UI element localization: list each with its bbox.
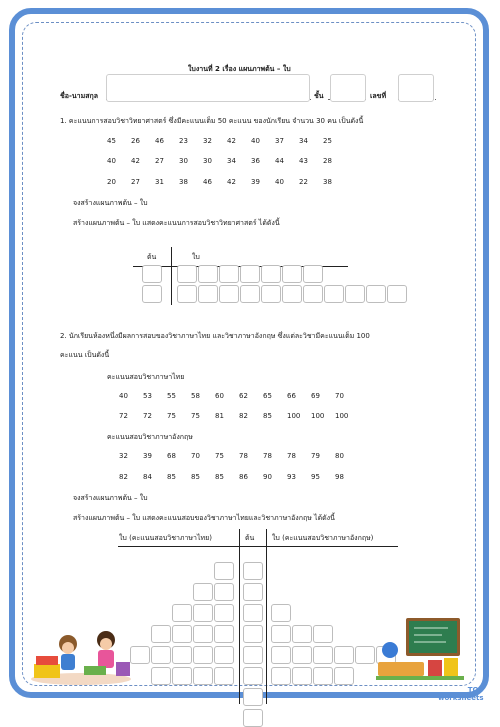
q2-english-leaf-cell[interactable] — [313, 625, 333, 643]
q2-english-leaf-cell[interactable] — [292, 646, 312, 664]
q2-english-leaf-cell[interactable] — [292, 667, 312, 685]
q1-stem-header: ต้น — [147, 253, 157, 261]
number-label: เลขที่ — [370, 92, 387, 100]
q2-thai-leaf-cell[interactable] — [172, 625, 192, 643]
q2-thai-leaf-cell[interactable] — [193, 667, 213, 685]
q1-stem-cell[interactable] — [142, 285, 162, 303]
q2-stem-cell[interactable] — [243, 604, 263, 622]
q2-text-line1: 2. นักเรียนห้องหนึ่งมีผลการสอบของวิชาภาษาไทย และวิชาภาษาอังกฤษ ซึ่งแต่ละวิชามีคะแนนเต็ม 100 — [60, 332, 370, 340]
q2-thai-row-2: 72 72 75 75 81 82 85 100 100 100 — [119, 412, 349, 420]
q2-thai-leaf-cell[interactable] — [172, 646, 192, 664]
q1-stem-divider — [171, 247, 172, 305]
q1-leaf-cell[interactable] — [282, 265, 302, 283]
q2-thai-leaf-cell[interactable] — [214, 583, 234, 601]
q1-leaf-cell[interactable] — [303, 285, 323, 303]
q1-leaf-cell[interactable] — [240, 265, 260, 283]
q1-leaf-cell[interactable] — [261, 285, 281, 303]
q2-english-leaf-cell[interactable] — [355, 646, 375, 664]
number-answer-box[interactable] — [398, 74, 434, 102]
q1-data-row-3: 20 27 31 38 46 42 39 40 22 38 — [107, 178, 332, 186]
q2-english-row-2: 82 84 85 85 85 86 90 93 95 98 — [119, 473, 344, 481]
q2-english-row-1: 32 39 68 70 75 78 78 78 79 80 — [119, 452, 344, 460]
q2-english-leaf-cell[interactable] — [313, 646, 333, 664]
q2-thai-leaf-cell[interactable] — [151, 646, 171, 664]
q2-caption: สร้างแผนภาพต้น – ใบ แสดงคะแนนสอบของวิชาภาษาไทยและวิชาภาษาอังกฤษ ได้ดังนี้ — [73, 514, 335, 522]
q2-thai-leaf-cell[interactable] — [214, 604, 234, 622]
q2-thai-leaf-cell[interactable] — [214, 667, 234, 685]
q2-text-line2: คะแนน เป็นดังนี้ — [60, 351, 110, 359]
q1-instruction: จงสร้างแผนภาพต้น – ใบ — [73, 199, 148, 207]
topworksheets-logo: TOP worksheets — [438, 686, 484, 702]
q1-leaf-cell[interactable] — [303, 265, 323, 283]
q1-leaf-cell[interactable] — [219, 285, 239, 303]
q2-thai-label: คะแนนสอบวิชาภาษาไทย — [107, 373, 185, 381]
q2-thai-leaf-cell[interactable] — [214, 562, 234, 580]
q1-data-row-1: 45 26 46 23 32 42 40 37 34 25 — [107, 137, 332, 145]
q2-right-header: ใบ (คะแนนสอบวิชาภาษาอังกฤษ) — [272, 534, 374, 542]
q2-stem-cell[interactable] — [243, 562, 263, 580]
q2-thai-leaf-cell[interactable] — [151, 667, 171, 685]
q2-right-divider — [266, 529, 267, 704]
q2-english-leaf-cell[interactable] — [271, 667, 291, 685]
q1-leaf-cell[interactable] — [345, 285, 365, 303]
worksheet-title: ใบงานที่ 2 เรื่อง แผนภาพต้น – ใบ — [188, 65, 291, 73]
q1-leaf-cell[interactable] — [387, 285, 407, 303]
q2-thai-row-1: 40 53 55 58 60 62 65 66 69 70 — [119, 392, 344, 400]
q2-english-leaf-cell[interactable] — [271, 646, 291, 664]
q2-stem-cell[interactable] — [243, 688, 263, 706]
q2-english-leaf-cell[interactable] — [313, 667, 333, 685]
class-answer-box[interactable] — [330, 74, 366, 102]
q2-stem-cell[interactable] — [243, 583, 263, 601]
q1-stem-cell[interactable] — [142, 265, 162, 283]
children-reading-clipart — [28, 624, 134, 686]
q1-leaf-cell[interactable] — [240, 285, 260, 303]
q1-leaf-cell[interactable] — [366, 285, 386, 303]
q2-english-leaf-cell[interactable] — [334, 646, 354, 664]
q1-leaf-cell[interactable] — [177, 285, 197, 303]
q2-thai-leaf-cell[interactable] — [214, 625, 234, 643]
q2-thai-leaf-cell[interactable] — [151, 625, 171, 643]
q1-data-row-2: 40 42 27 30 30 34 36 44 43 28 — [107, 157, 332, 165]
teacher-chalkboard-clipart — [376, 614, 464, 684]
q2-thai-leaf-cell[interactable] — [193, 646, 213, 664]
q1-leaf-cell[interactable] — [198, 285, 218, 303]
q2-header-line — [118, 546, 398, 547]
q2-left-divider — [239, 529, 240, 704]
q2-thai-leaf-cell[interactable] — [172, 604, 192, 622]
q2-english-leaf-cell[interactable] — [292, 625, 312, 643]
name-label: ชื่อ-นามสกุล — [60, 92, 98, 100]
q1-leaf-cell[interactable] — [177, 265, 197, 283]
q1-leaf-cell[interactable] — [282, 285, 302, 303]
q2-english-leaf-cell[interactable] — [334, 667, 354, 685]
q2-stem-cell[interactable] — [243, 709, 263, 727]
q1-leaf-cell[interactable] — [261, 265, 281, 283]
q1-leaf-header: ใบ — [192, 253, 200, 261]
q1-text: 1. คะแนนการสอบวิชาวิทยาศาสตร์ ซึ่งมีคะแนนเต็ม 50 คะแนน ของนักเรียน จำนวน 30 คน เป็นดังนี้ — [60, 117, 364, 125]
q2-english-leaf-cell[interactable] — [271, 625, 291, 643]
q2-instruction: จงสร้างแผนภาพต้น – ใบ — [73, 494, 148, 502]
q2-stem-cell[interactable] — [243, 646, 263, 664]
name-answer-box[interactable] — [106, 74, 310, 102]
q1-leaf-cell[interactable] — [324, 285, 344, 303]
q2-stem-cell[interactable] — [243, 625, 263, 643]
q2-english-leaf-cell[interactable] — [271, 604, 291, 622]
q2-thai-leaf-cell[interactable] — [214, 646, 234, 664]
q2-left-header: ใบ (คะแนนสอบวิชาภาษาไทย) — [119, 534, 212, 542]
q1-leaf-cell[interactable] — [198, 265, 218, 283]
q1-leaf-cell[interactable] — [219, 265, 239, 283]
q2-thai-leaf-cell[interactable] — [193, 625, 213, 643]
class-label: ชั้น — [314, 92, 324, 100]
q2-thai-leaf-cell[interactable] — [172, 667, 192, 685]
q2-thai-leaf-cell[interactable] — [193, 583, 213, 601]
q1-caption: สร้างแผนภาพต้น – ใบ แสดงคะแนนการสอบวิชาวิทยาศาสตร์ ได้ดังนี้ — [73, 219, 280, 227]
q2-english-label: คะแนนสอบวิชาภาษาอังกฤษ — [107, 433, 193, 441]
q2-stem-header: ต้น — [245, 534, 255, 542]
q2-thai-leaf-cell[interactable] — [193, 604, 213, 622]
q2-stem-cell[interactable] — [243, 667, 263, 685]
